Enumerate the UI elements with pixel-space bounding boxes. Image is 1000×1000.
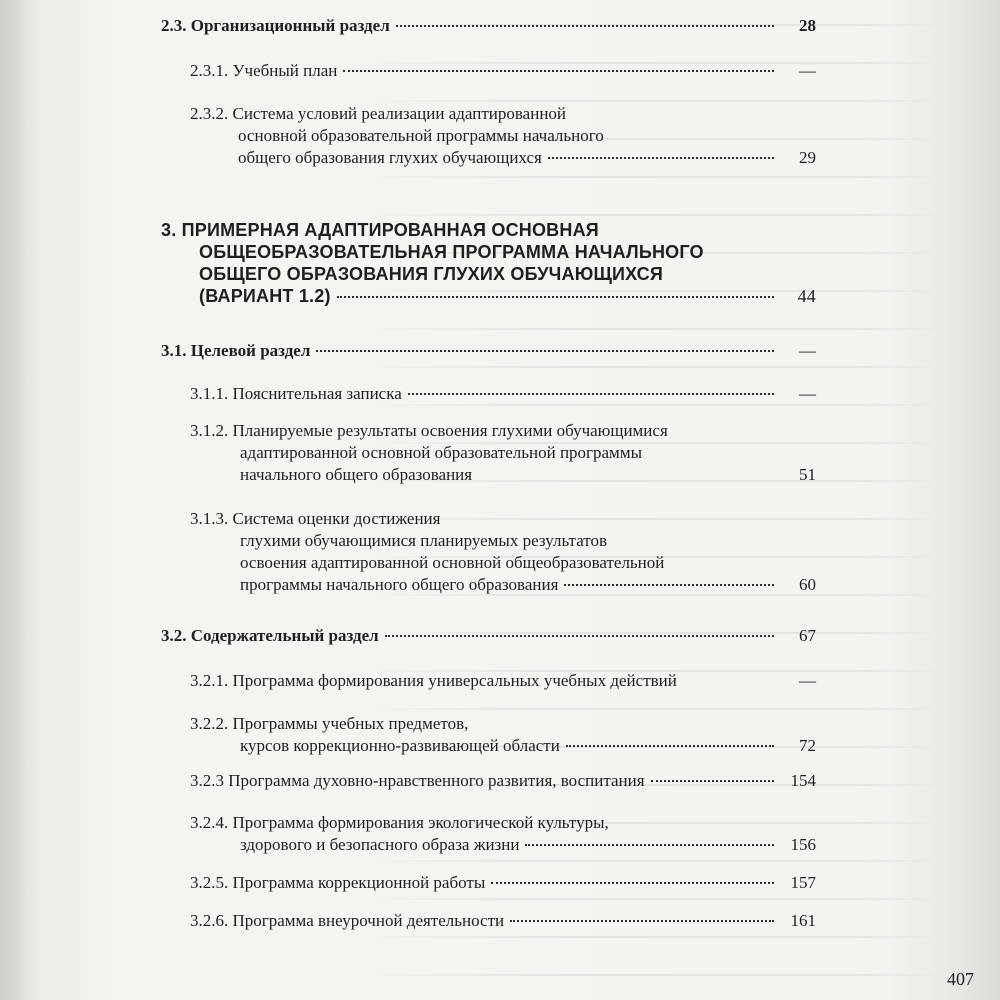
toc-entry-text: 3.2.3 Программа духовно-нравственного развития, воспитания: [190, 771, 645, 790]
toc-entry-text: 3.1. Целевой раздел: [161, 341, 311, 360]
toc-entry-3: [161, 219, 816, 307]
page-spine-shadow: [0, 0, 28, 1000]
toc-entry-3-2-1: [190, 670, 816, 692]
toc-entry-3-1-1: [190, 383, 816, 405]
toc-entry-line-last: [240, 735, 816, 757]
toc-entry-3-2-3: [190, 770, 816, 792]
dot-leader: [548, 157, 774, 159]
toc-entry-3-2-6: [190, 910, 816, 932]
toc-page-number: 28: [799, 16, 816, 35]
toc-entry-line: глухими обучающимися планируемых результатов: [240, 531, 608, 550]
toc-entry-3-1-3: [190, 508, 816, 596]
toc-entry-text: 3.2.5. Программа коррекционной работы: [190, 873, 486, 892]
dot-leader: [385, 635, 774, 637]
toc-entry-line-last: [238, 147, 816, 169]
toc-entry-line: 3.2.2. Программы учебных предметов,: [190, 714, 469, 733]
toc-entry-text: 2.3.1. Учебный план: [190, 61, 338, 80]
toc-page-number: 157: [790, 873, 816, 892]
toc-entry-text: начального общего образования: [240, 465, 473, 484]
toc-page-number: 161: [790, 911, 816, 930]
toc-heading-line-last: [199, 285, 816, 307]
dot-leader: [316, 350, 774, 352]
toc-entry-text: 3.2. Содержательный раздел: [161, 626, 379, 645]
toc-page-number: 156: [790, 835, 816, 854]
toc-entry-text: программы начального общего образования: [240, 575, 559, 594]
dot-leader: [408, 393, 774, 395]
toc-entry-text: курсов коррекционно-развивающей области: [240, 736, 560, 755]
dot-leader: [491, 882, 774, 884]
toc-entry-3-2-2: [190, 713, 816, 757]
toc-entry-line-last: [240, 574, 816, 596]
toc-page-number: —: [799, 341, 816, 360]
toc-entry-line: 3.1.3. Система оценки достижения: [190, 509, 441, 528]
toc-entry-text: здорового и безопасного образа жизни: [240, 835, 520, 854]
toc-page-number: 154: [790, 771, 816, 790]
toc-entry-line-last: [240, 464, 816, 486]
toc-entry-2-3: [161, 15, 816, 37]
toc-page-number: 51: [799, 465, 816, 484]
toc-entry-line: основной образовательной программы начального: [238, 126, 604, 145]
book-page-number: 407: [947, 969, 974, 989]
toc-page-number: —: [799, 384, 816, 403]
toc-heading-line: ОБЩЕОБРАЗОВАТЕЛЬНАЯ ПРОГРАММА НАЧАЛЬНОГО: [199, 242, 704, 262]
dot-leader: [396, 25, 774, 27]
toc-page-number: 44: [797, 286, 816, 306]
toc-heading-line: ОБЩЕГО ОБРАЗОВАНИЯ ГЛУХИХ ОБУЧАЮЩИХСЯ: [199, 264, 664, 284]
toc-entry-text: 3.1.1. Пояснительная записка: [190, 384, 402, 403]
dot-leader: [651, 780, 774, 782]
toc-entry-text: 3.2.1. Программа формирования универсальных учебных действий: [190, 671, 677, 690]
toc-entry-2-3-2: [190, 103, 816, 169]
dot-leader: [566, 745, 774, 747]
toc-entry-line: адаптированной основной образовательной программы: [240, 443, 642, 462]
toc-page-number: —: [799, 671, 816, 690]
toc-entry-text: 2.3. Организационный раздел: [161, 16, 390, 35]
dot-leader: [510, 920, 774, 922]
toc-heading-line: 3. ПРИМЕРНАЯ АДАПТИРОВАННАЯ ОСНОВНАЯ: [161, 220, 599, 240]
toc-entry-3-2: [161, 625, 816, 647]
toc-entry-3-1-2: [190, 420, 816, 486]
toc-entry-text: 3.2.6. Программа внеурочной деятельности: [190, 911, 505, 930]
toc-entry-line: 3.2.4. Программа формирования экологической культуры,: [190, 813, 609, 832]
toc-entry-3-2-5: [190, 872, 816, 894]
dot-leader: [564, 584, 774, 586]
toc-page-number: —: [799, 61, 816, 80]
toc-entry-line: [190, 670, 816, 692]
dot-leader: [337, 296, 774, 298]
toc-entry-line-last: [240, 834, 816, 856]
toc-entry-line: освоения адаптированной основной общеобразовательной: [240, 553, 665, 572]
toc-entry-3-1: [161, 340, 816, 362]
toc-page-number: 67: [799, 626, 816, 645]
toc-page-number: 72: [799, 736, 816, 755]
toc-entry-text: (ВАРИАНТ 1.2): [199, 286, 331, 306]
dot-leader: [343, 70, 774, 72]
toc-entry-3-2-4: [190, 812, 816, 856]
toc-entry-text: общего образования глухих обучающихся: [238, 148, 542, 167]
dot-leader: [525, 844, 774, 846]
toc-entry-line: 3.1.2. Планируемые результаты освоения глухими обучающимися: [190, 421, 668, 440]
toc-entry-2-3-1: [190, 60, 816, 82]
toc-entry-line: 2.3.2. Система условий реализации адаптированной: [190, 104, 567, 123]
toc-page-number: 29: [799, 148, 816, 167]
toc-page-number: 60: [799, 575, 816, 594]
